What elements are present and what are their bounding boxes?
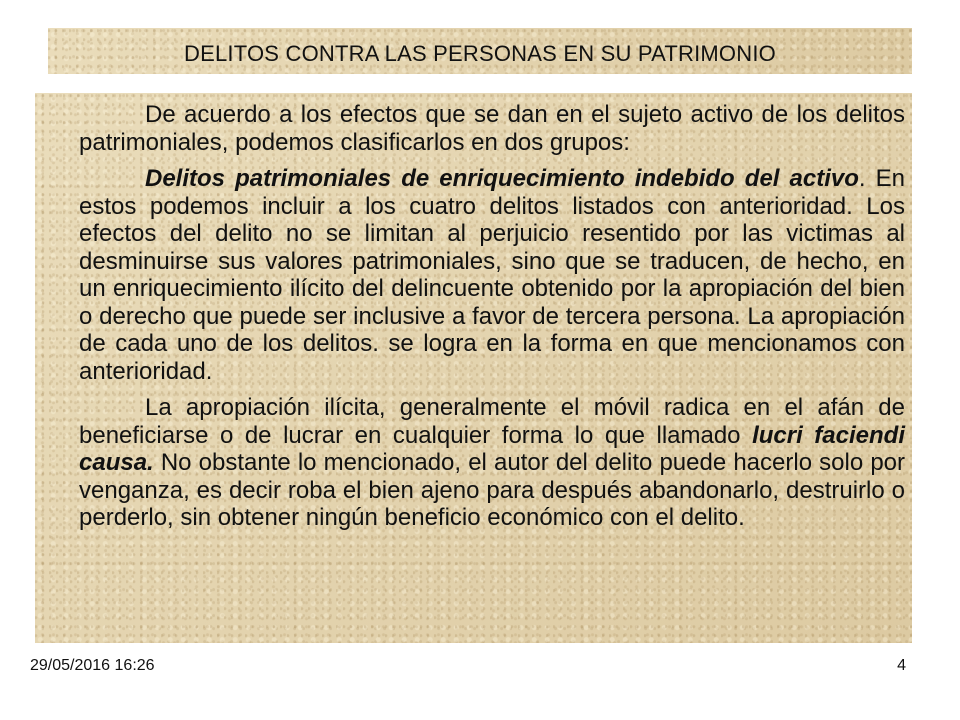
body-text [79, 101, 905, 532]
slide-number: 4 [897, 657, 906, 674]
paragraph-enrichment-heading: Delitos patrimoniales de enriquecimiento indebido del activo [145, 165, 859, 192]
footer-date: 29/05/2016 16:26 [30, 657, 155, 674]
paragraph-enrichment [79, 165, 905, 385]
slide-title: DELITOS CONTRA LAS PERSONAS EN SU PATRIMONIO [184, 41, 776, 66]
paragraph-enrichment-text: . En estos podemos incluir a los cuatro delitos listados con anterioridad. Los efectos del delito no se limitan al perjuicio resentido por las victimas al desminuirse sus valores patrimoniales, sino que se traducen, de hecho, en un enriquecimiento ilícito del delincuente obtenido por la apropiación del bien o derecho que puede ser inclusive a favor de tercera persona. La apropiación de cada uno de los delitos. se logra en la forma en que mencionamos con anterioridad. [79, 165, 906, 385]
paragraph-appropriation-latin-term: lucri faciendi causa. [79, 421, 905, 476]
paragraph-appropriation-text-before: La apropiación ilícita, generalmente el móvil radica en el afán de beneficiarse o de lucrar en cualquier forma lo que llamado [79, 394, 905, 449]
paragraph-appropriation-text-after: No obstante lo mencionado, el autor del delito puede hacerlo solo por venganza, es decir roba el bien ajeno para después abandonarlo, destruirlo o perderlo, sin obtener ningún beneficio económico con el delito. [79, 449, 905, 531]
paragraph-intro-text: De acuerdo a los efectos que se dan en el sujeto activo de los delitos patrimoniales, podemos clasificarlos en dos grupos: [79, 101, 905, 156]
paragraph-intro [79, 101, 905, 156]
paragraph-appropriation [79, 394, 905, 532]
content-panel [35, 93, 912, 643]
title-bar [48, 28, 912, 74]
